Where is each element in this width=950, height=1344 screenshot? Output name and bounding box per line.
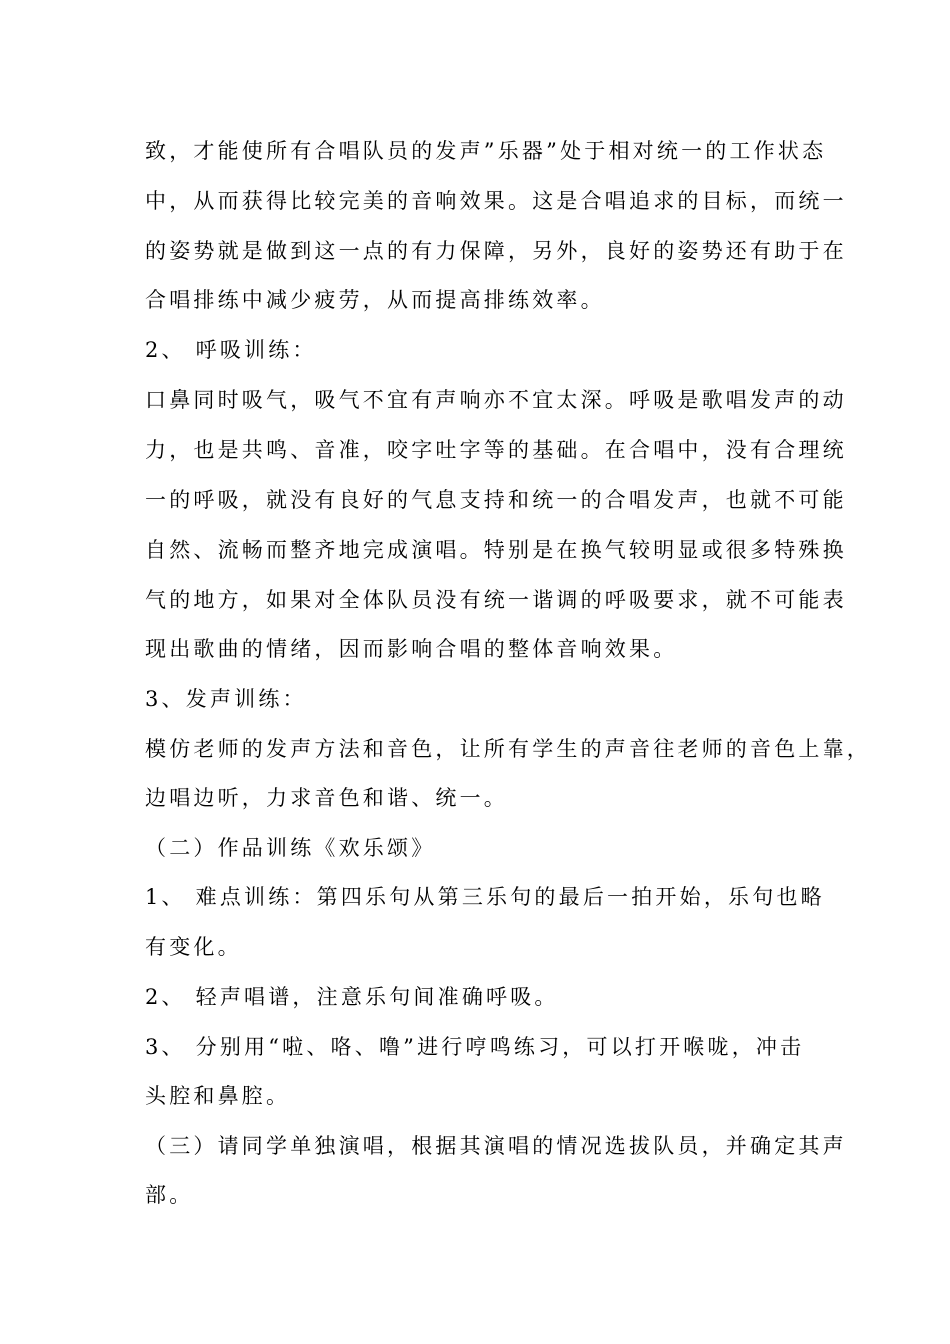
- paragraph-line: 头腔和鼻腔。: [145, 1084, 291, 1108]
- section-heading: 2、 呼吸训练：: [145, 338, 317, 362]
- paragraph-line: 的姿势就是做到这一点的有力保障，另外，良好的姿势还有助于在: [145, 239, 847, 263]
- paragraph-line: 部。: [145, 1183, 194, 1207]
- paragraph-line: 一的呼吸，就没有良好的气息支持和统一的合唱发声，也就不可能: [145, 488, 847, 512]
- paragraph-line: 力，也是共鸣、音准，咬字吐字等的基础。在合唱中，没有合理统: [145, 438, 847, 462]
- paragraph-line: 模仿老师的发声方法和音色，让所有学生的声音往老师的音色上靠，: [145, 737, 871, 761]
- paragraph-line: 边唱边听，力求音色和谐、统一。: [145, 786, 508, 810]
- paragraph-line: 合唱排练中减少疲劳，从而提高排练效率。: [145, 288, 605, 312]
- paragraph-line: 口鼻同时吸气，吸气不宜有声响亦不宜太深。呼吸是歌唱发声的动: [145, 388, 847, 412]
- paragraph-line: 气的地方，如果对全体队员没有统一谐调的呼吸要求，就不可能表: [145, 588, 847, 612]
- section-heading: （二）作品训练《欢乐颂》: [145, 836, 436, 860]
- list-item: 1、 难点训练：第四乐句从第三乐句的最后一拍开始，乐句也略: [145, 885, 825, 909]
- paragraph-line: 有变化。: [145, 935, 242, 959]
- section-heading: 3、发声训练：: [145, 687, 307, 711]
- paragraph-line: 现出歌曲的情绪，因而影响合唱的整体音响效果。: [145, 637, 678, 661]
- paragraph-line: 中，从而获得比较完美的音响效果。这是合唱追求的目标，而统一: [145, 189, 847, 213]
- list-item: 3、 分别用“啦、咯、噜”进行哼鸣练习，可以打开喉咙，冲击: [145, 1035, 805, 1059]
- list-item: 2、 轻声唱谱，注意乐句间准确呼吸。: [145, 985, 559, 1009]
- section-heading: （三）请同学单独演唱，根据其演唱的情况选拔队员，并确定其声: [145, 1134, 847, 1158]
- paragraph-line: 致，才能使所有合唱队员的发声”乐器”处于相对统一的工作状态: [145, 139, 827, 163]
- paragraph-line: 自然、流畅而整齐地完成演唱。特别是在换气较明显或很多特殊换: [145, 538, 847, 562]
